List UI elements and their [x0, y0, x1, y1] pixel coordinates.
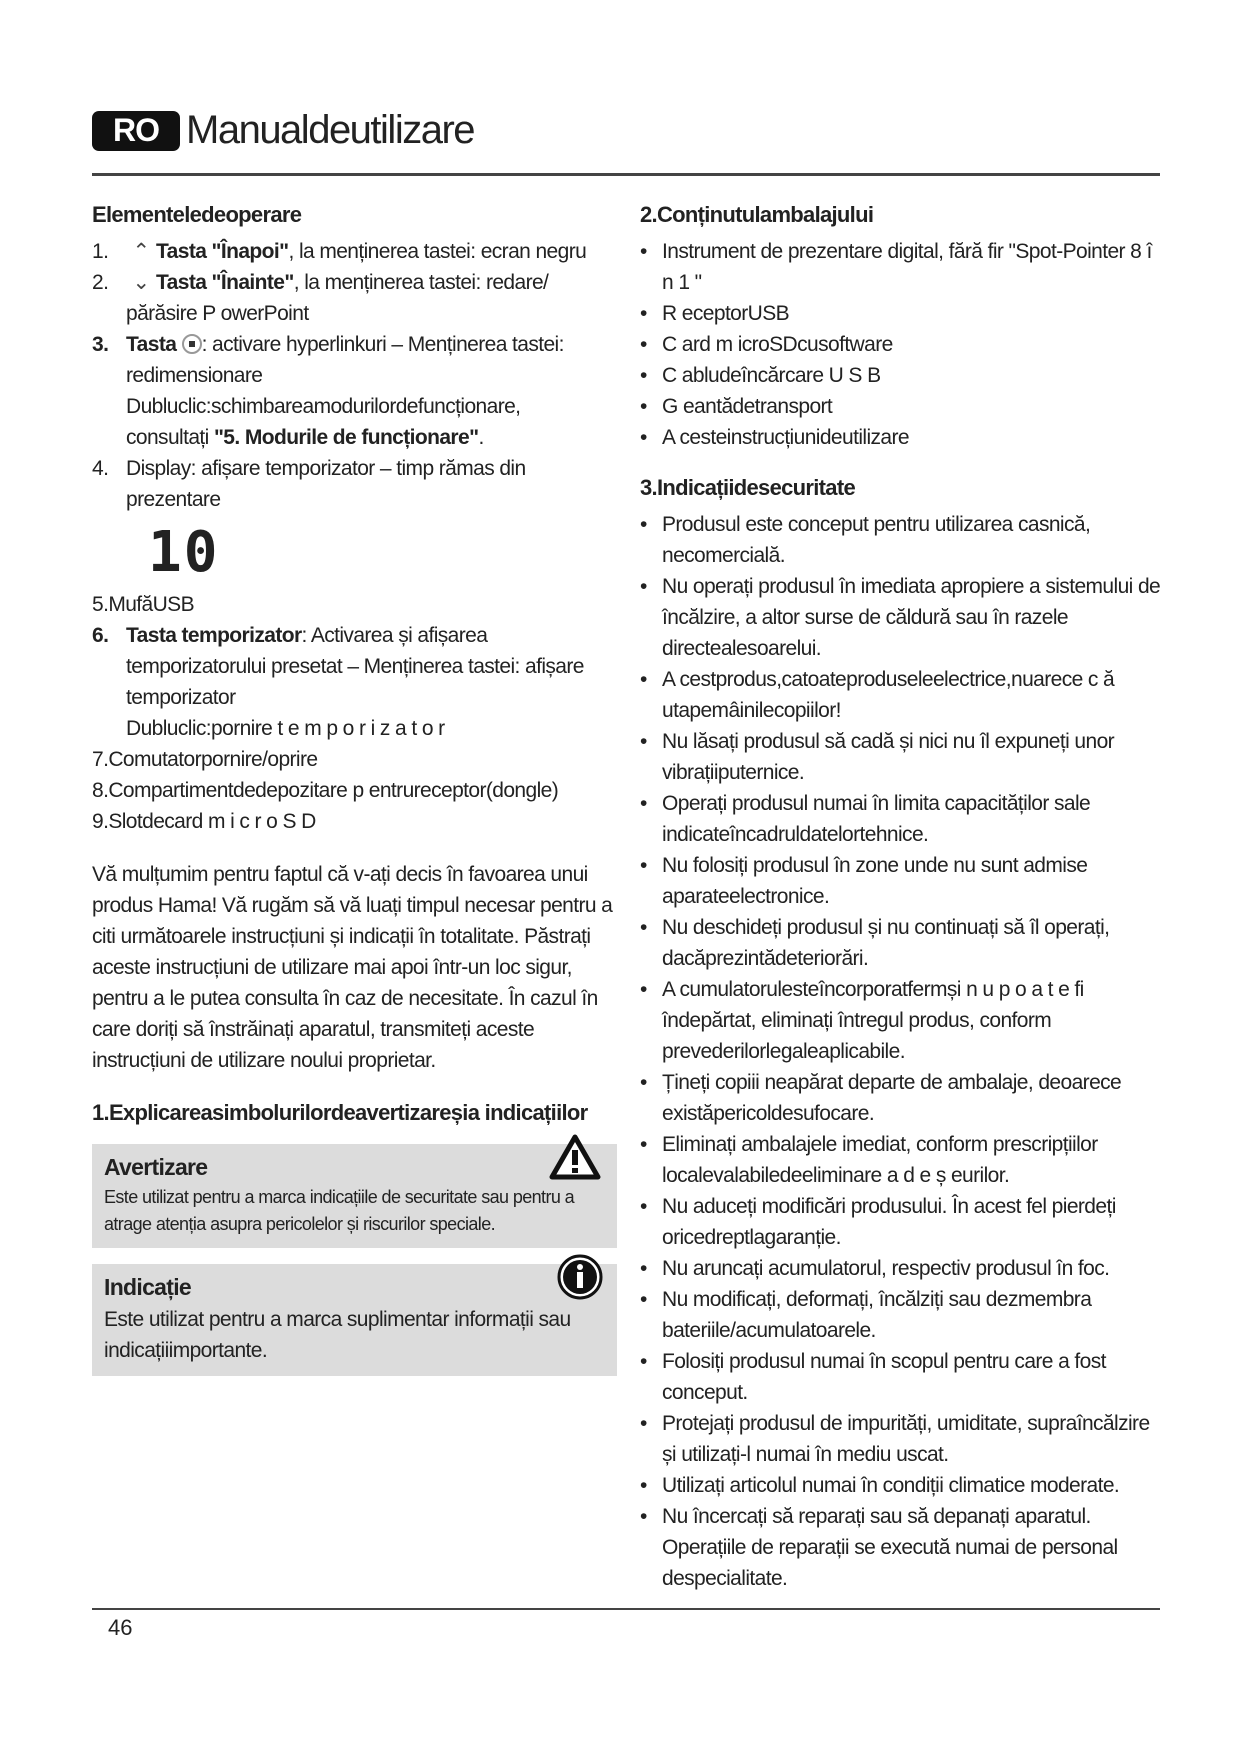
package-list [640, 236, 1165, 453]
list-item [92, 775, 617, 806]
bullet-icon: • [640, 978, 647, 1001]
item-text: A cesteinstrucțiunideutilizare [662, 426, 909, 449]
list-item [640, 974, 1165, 1067]
list-item [92, 620, 617, 744]
list-item [640, 1346, 1165, 1408]
item-number: 8. [92, 779, 109, 802]
list-item [640, 1408, 1165, 1470]
list-item [92, 329, 617, 453]
item-text: Instrument de prezentare digital, fără fir "Spot-Pointer 8 î n 1 " [662, 240, 1152, 294]
item-text: Dubluclic:schimbareamodurilordefuncționare, [126, 395, 521, 418]
bullet-icon: • [640, 1195, 647, 1218]
bullet-icon: • [640, 513, 647, 536]
item-text: Dubluclic:pornire t e m p o r i z a t o r [126, 717, 445, 740]
item-text: Nu aruncați acumulatorul, respectiv produsul în foc. [662, 1257, 1110, 1280]
item-text: C abludeîncărcare U S B [662, 364, 881, 387]
item-text: Produsul este conceput pentru utilizarea casnică, necomercială. [662, 513, 1091, 567]
warning-triangle-icon [549, 1134, 601, 1180]
right-column [640, 200, 1165, 1594]
item-number: 2. [92, 271, 109, 294]
list-item [640, 1253, 1165, 1284]
bullet-icon: • [640, 668, 647, 691]
item-text: C ard m icroSDcusoftware [662, 333, 893, 356]
item-text: Nu operați produsul în imediata apropiere a sistemului de încălzire, a altor surse de căldură sau în razele directealesoarelui. [662, 575, 1161, 660]
bullet-icon: • [640, 395, 647, 418]
symbols-heading: 1.Explicareasimbolurilordeavertizareșia indicațiilor [92, 1100, 588, 1125]
list-item [640, 1284, 1165, 1346]
chevron-up-icon: ⌃ [132, 240, 150, 263]
bullet-icon: • [640, 575, 647, 598]
item-text: Nu aduceți modificări produsului. În acest fel pierdeți oricedreptlagaranție. [662, 1195, 1116, 1249]
item-text: : Activarea și afișarea temporizatorului presetat – Menținerea tastei: afișare temporizator [126, 624, 584, 709]
list-item [640, 1129, 1165, 1191]
item-text: , la menținerea tastei: ecran negru [288, 240, 587, 263]
item-number: 7. [92, 748, 109, 771]
list-item [92, 236, 617, 267]
package-heading: 2.Conținutulambalajului [640, 202, 874, 227]
bullet-icon: • [640, 333, 647, 356]
item-text: , la menținerea tastei: redare/ părăsire P owerPoint [126, 271, 549, 325]
list-item [640, 788, 1165, 850]
bullet-icon: • [640, 302, 647, 325]
item-bold: Tasta "Înainte" [156, 271, 294, 294]
list-item [92, 589, 617, 620]
warning-box [92, 1144, 617, 1248]
item-bold: Tasta "Înapoi" [156, 240, 289, 263]
item-bold: Tasta temporizator [126, 624, 302, 647]
list-item [640, 1191, 1165, 1253]
item-text: . [478, 426, 484, 449]
note-text: Este utilizat pentru a marca suplimentar informații sau indicațiiimportante. [104, 1308, 571, 1362]
note-title: Indicație [104, 1274, 192, 1300]
bullet-icon: • [640, 1474, 647, 1497]
list-item [640, 391, 1165, 422]
item-text: : activare hyperlinkuri – Menținerea tastei: redimensionare [126, 333, 564, 387]
bullet-icon: • [640, 240, 647, 263]
item-text: Nu lăsați produsul să cadă și nici nu îl expuneți unor vibrațiiputernice. [662, 730, 1115, 784]
item-number: 9. [92, 810, 109, 833]
item-text: Țineți copiii neapărat departe de ambalaje, deoarece existăpericoldesufocare. [662, 1071, 1122, 1125]
footer-divider [92, 1608, 1160, 1610]
item-bold: Tasta [126, 333, 177, 356]
bullet-icon: • [640, 1257, 647, 1280]
list-item [640, 1501, 1165, 1594]
list-item [92, 744, 617, 775]
item-text: Protejați produsul de impurități, umiditate, supraîncălzire și utilizați-l numai în mediu uscat. [662, 1412, 1150, 1466]
list-item [640, 571, 1165, 664]
bullet-icon: • [640, 426, 647, 449]
item-text: Nu folosiți produsul în zone unde nu sunt admise aparateelectronice. [662, 854, 1088, 908]
bullet-icon: • [640, 1071, 647, 1094]
list-item [640, 664, 1165, 726]
list-item [640, 850, 1165, 912]
item-number: 6. [92, 624, 109, 647]
page-title: Manualdeutilizare [186, 108, 475, 152]
bullet-icon: • [640, 730, 647, 753]
select-button-icon [182, 334, 202, 354]
item-number: 4. [92, 457, 109, 480]
item-text: Eliminați ambalajele imediat, conform prescripțiilor localevalabiledeeliminare a d e ș eurilor. [662, 1133, 1098, 1187]
item-text: A cestprodus,catoateproduseleelectrice,nuarece c ă utapemâinilecopiilor! [662, 668, 1115, 722]
list-item [640, 1067, 1165, 1129]
bullet-icon: • [640, 916, 647, 939]
item-text: Nu deschideți produsul și nu continuați să îl operați, dacăprezintădeteriorări. [662, 916, 1110, 970]
item-text: Folosiți produsul numai în scopul pentru care a fost conceput. [662, 1350, 1106, 1404]
bullet-icon: • [640, 1350, 647, 1373]
item-text: Utilizați articolul numai în condiții climatice moderate. [662, 1474, 1120, 1497]
item-text: Operați produsul numai în limita capacităților sale indicateîncadruldatelortehnice. [662, 792, 1091, 846]
info-icon [557, 1254, 603, 1300]
bullet-icon: • [640, 1133, 647, 1156]
bullet-icon: • [640, 1288, 647, 1311]
item-bold: "5. Modurile de funcționare" [213, 426, 479, 449]
item-text: Display: afișare temporizator – timp rămas din prezentare [126, 457, 526, 511]
bullet-icon: • [640, 854, 647, 877]
list-item [92, 453, 617, 515]
list-item [640, 360, 1165, 391]
intro-paragraph: Vă mulțumim pentru faptul că v-ați decis în favoarea unui produs Hama! Vă rugăm să vă luați timpul necesar pentru a citi următoarele instrucțiuni și indicații în totalitate. Păstrați aceste instrucțiuni de utilizare mai apoi într-un loc sigur, pentru a le putea consulta în caz de necesitate. În cazul în care doriți să înstrăinați aparatul, transmiteți aceste instrucțiuni de utilizare noului proprietar. [92, 863, 613, 1072]
list-item [640, 236, 1165, 298]
bullet-icon: • [640, 1505, 647, 1528]
list-item [640, 329, 1165, 360]
left-column [92, 200, 617, 1376]
controls-heading: Elementeledeoperare [92, 202, 302, 227]
list-item [640, 1470, 1165, 1501]
list-item [640, 726, 1165, 788]
list-item [92, 806, 617, 837]
item-text: consultați [126, 426, 214, 449]
item-text: A cumulatorulesteîncorporatfermși n u p o a t e fi îndepărtat, eliminați întregul produs, conform prevederilorlegaleaplicabile. [662, 978, 1084, 1063]
page-number: 46 [108, 1615, 133, 1640]
note-box [92, 1264, 617, 1376]
bullet-icon: • [640, 1412, 647, 1435]
item-text: R eceptorUSB [662, 302, 790, 325]
item-text: Comutatorpornire/oprire [108, 748, 318, 771]
safety-heading: 3.Indicațiidesecuritate [640, 475, 855, 500]
item-text: Slotdecard m i c r o S D [108, 810, 316, 833]
display-digits: 10 [148, 520, 220, 585]
list-item [640, 509, 1165, 571]
bullet-icon: • [640, 792, 647, 815]
item-number: 5. [92, 593, 109, 616]
chevron-down-icon: ⌄ [132, 271, 150, 294]
bullet-icon: • [640, 364, 647, 387]
item-text: Compartimentdedepozitare p entrureceptor(dongle) [108, 779, 559, 802]
list-item [640, 422, 1165, 453]
item-text: MufăUSB [108, 593, 194, 616]
item-number: 1. [92, 240, 109, 263]
list-item [640, 298, 1165, 329]
warning-text: Este utilizat pentru a marca indicațiile de securitate sau pentru a atrage atenția asupra pericolelor și riscurilor speciale. [104, 1187, 575, 1234]
item-text: Nu modificați, deformați, încălziți sau dezmembra bateriile/acumulatoarele. [662, 1288, 1092, 1342]
item-text: G eantădetransport [662, 395, 833, 418]
controls-list [92, 236, 617, 837]
display-illustration [92, 521, 617, 585]
list-item [92, 267, 617, 329]
item-number: 3. [92, 333, 109, 356]
language-badge: RO [92, 111, 180, 151]
safety-list [640, 509, 1165, 1594]
item-text: Nu încercați să reparați sau să depanați aparatul. Operațiile de reparații se execută numai de personal despecialitate. [662, 1505, 1118, 1590]
header-divider [92, 173, 1160, 176]
list-item [640, 912, 1165, 974]
page-header [92, 108, 474, 153]
warning-title: Avertizare [104, 1154, 208, 1180]
